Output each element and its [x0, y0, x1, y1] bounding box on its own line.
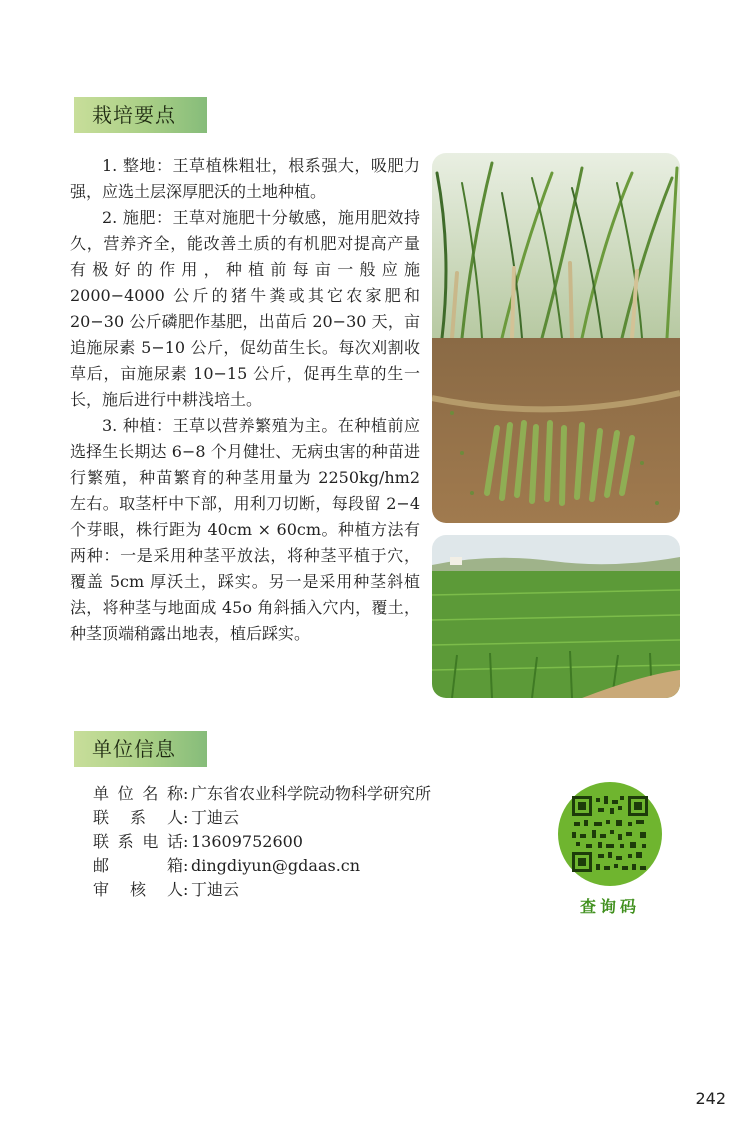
paragraph-soil-prep: 1. 整地：王草植株粗壮，根系强大，吸肥力强，应选土层深厚肥沃的土地种植。	[70, 156, 420, 201]
info-label: 邮箱	[93, 856, 183, 875]
section-title-cultivation: 栽培要点	[74, 97, 207, 133]
info-row-reviewer: 审核人 : 丁迪云	[93, 878, 431, 902]
info-value: dingdiyun@gdaas.cn	[191, 856, 361, 875]
cultivation-text	[70, 153, 420, 647]
qr-caption: 查询码	[579, 897, 640, 916]
info-row-unit-name: 单位名称 : 广东省农业科学院动物科学研究所	[93, 782, 431, 806]
photo-grass-and-cuttings	[432, 153, 680, 523]
info-value: 丁迪云	[191, 808, 240, 827]
page-number: 242	[695, 1089, 726, 1108]
info-label: 单位名称	[93, 784, 183, 803]
info-value: 丁迪云	[191, 880, 240, 899]
photo-grass-field	[432, 535, 680, 698]
info-value: 广东省农业科学院动物科学研究所	[191, 784, 432, 803]
paragraph-fertilizing: 2. 施肥：王草对施肥十分敏感，施用肥效持久，营养齐全，能改善土质的有机肥对提高产量有极好的作用，种植前每亩一般应施 2000−4000 公斤的猪牛粪或其它农家肥和 20−30 公斤磷肥作基肥，出苗后 20−30 天，亩追施尿素 5−10 公斤，促幼苗生长。每次刈割收草后，亩施尿素 10−15 公斤，促再生草的生一长，施后进行中耕浅培土。	[70, 208, 420, 409]
qr-block	[558, 782, 662, 917]
info-row-email: 邮箱 : dingdiyun@gdaas.cn	[93, 854, 431, 878]
info-label: 联系人	[93, 808, 183, 827]
unit-info-list	[93, 782, 431, 902]
info-label: 审核人	[93, 880, 183, 899]
paragraph-planting: 3. 种植：王草以营养繁殖为主。在种植前应选择生长期达 6−8 个月健壮、无病虫害的种苗进行繁殖，种苗繁育的种茎用量为 2250kg/hm2 左右。取茎杆中下部，用利刀切断，每段留 2−4 个芽眼，株行距为 40cm × 60cm。种植方法有两种：一是采用种茎平放法，将种茎平植于穴，覆盖 5cm 厚沃土，踩实。另一是采用种茎斜植法，将种茎与地面成 45o 角斜插入穴内，覆土，种茎顶端稍露出地表，植后踩实。	[70, 416, 420, 643]
info-value: 13609752600	[191, 832, 303, 851]
info-row-phone: 联系电话 : 13609752600	[93, 830, 431, 854]
qr-code-icon[interactable]	[558, 782, 662, 886]
info-row-contact: 联系人 : 丁迪云	[93, 806, 431, 830]
section-title-unit-info: 单位信息	[74, 731, 207, 767]
info-label: 联系电话	[93, 832, 183, 851]
